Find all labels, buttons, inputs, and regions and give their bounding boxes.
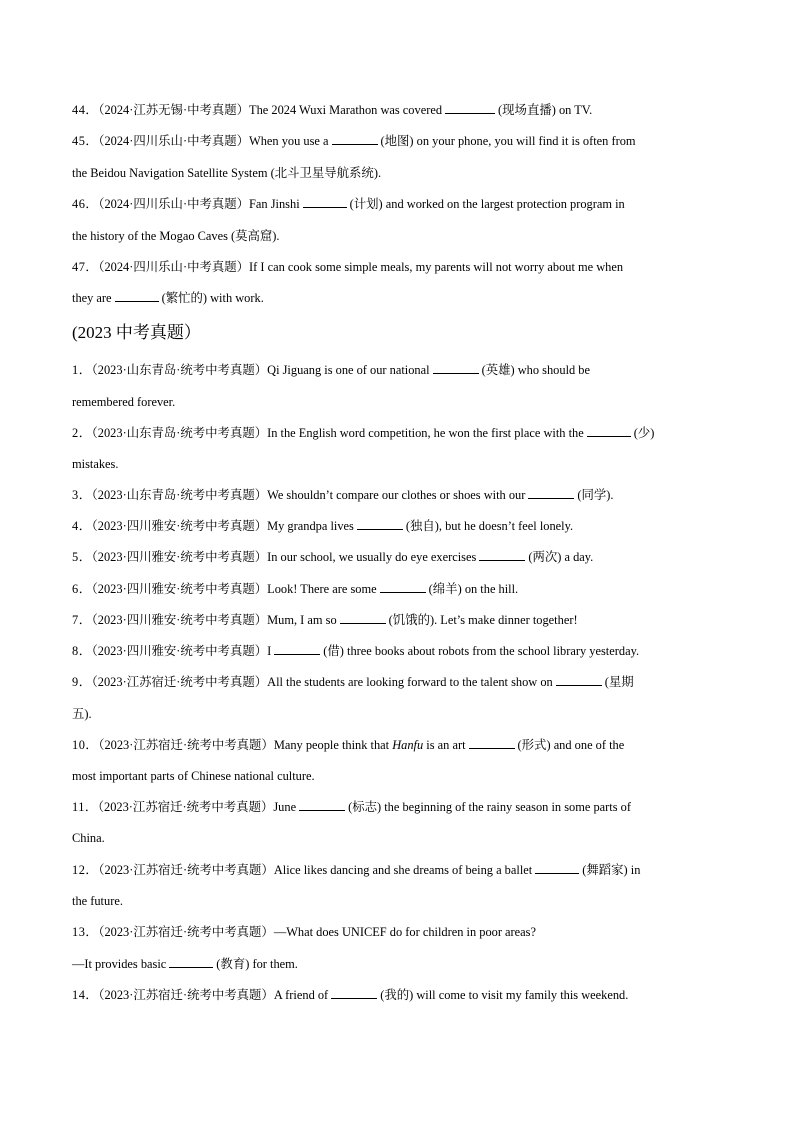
question-text: mistakes.	[72, 457, 119, 471]
question-source: （2023·江苏宿迁·统考中考真题）	[98, 988, 274, 1002]
question-47	[72, 259, 732, 275]
question-text: with work.	[210, 291, 264, 305]
question-text: the future.	[72, 894, 123, 908]
question-text: three books about robots from the school library yesterday.	[347, 644, 640, 658]
question-number: 47．	[72, 260, 99, 274]
question-source: （2024·四川乐山·中考真题）	[98, 197, 250, 211]
question-source: （2023·山东青岛·统考中考真题）	[91, 426, 268, 440]
question-text: is an art	[426, 738, 466, 752]
word-hint: (独自)	[405, 519, 439, 533]
answer-blank[interactable]	[274, 643, 320, 655]
question-number: 2．	[72, 426, 92, 440]
question-source: （2023·山东青岛·统考中考真题）	[91, 488, 268, 502]
question-9-continued	[72, 706, 732, 722]
word-hint: (英雄)	[481, 363, 515, 377]
answer-blank[interactable]	[535, 862, 579, 874]
question-text: a day.	[564, 550, 594, 564]
question-source: （2024·江苏无锡·中考真题）	[98, 103, 250, 117]
word-hint: (教育)	[216, 957, 250, 971]
question-source: （2023·四川雅安·统考中考真题）	[91, 550, 268, 564]
question-text: on the hill.	[464, 582, 519, 596]
word-hint: (计划)	[349, 197, 383, 211]
question-number: 7．	[72, 613, 92, 627]
question-10-continued	[72, 768, 732, 784]
question-source: （2023·四川雅安·统考中考真题）	[91, 582, 268, 596]
question-number: 4．	[72, 519, 92, 533]
question-7	[72, 612, 732, 628]
question-text: Qi Jiguang is one of our national	[267, 363, 430, 377]
question-text: Fan Jinshi	[249, 197, 300, 211]
question-text: the beginning of the rainy season in some parts of	[384, 800, 631, 814]
question-source: （2023·江苏宿迁·统考中考真题）	[98, 863, 274, 877]
question-text: China.	[72, 831, 105, 845]
answer-blank[interactable]	[115, 290, 159, 302]
question-text: Alice likes dancing and she dreams of being a ballet	[273, 863, 533, 877]
question-10	[72, 737, 732, 753]
word-hint: (同学)	[577, 488, 611, 502]
word-hint: (舞蹈家)	[582, 863, 628, 877]
answer-blank[interactable]	[303, 196, 347, 208]
question-45-continued	[72, 165, 732, 181]
question-source: （2023·江苏宿迁·统考中考真题）	[98, 925, 274, 939]
question-text: A friend of	[273, 988, 329, 1002]
question-1-continued	[72, 394, 732, 410]
answer-blank[interactable]	[479, 549, 525, 561]
question-46	[72, 196, 732, 212]
question-9	[72, 674, 732, 690]
question-text: My grandpa lives	[267, 519, 354, 533]
question-text: remembered forever.	[72, 395, 176, 409]
question-3	[72, 487, 732, 503]
word-hint: (地图)	[380, 134, 414, 148]
question-source: （2023·山东青岛·统考中考真题）	[91, 363, 268, 377]
question-11-continued	[72, 830, 732, 846]
question-number: 11．	[72, 800, 98, 814]
question-14	[72, 987, 732, 1003]
answer-blank[interactable]	[380, 581, 426, 593]
question-44	[72, 102, 732, 118]
question-46-continued	[72, 228, 732, 244]
question-text: If I can cook some simple meals, my parents will not worry about me when	[249, 260, 624, 274]
question-text: 五).	[72, 707, 92, 721]
answer-blank[interactable]	[357, 518, 403, 530]
question-text: the Beidou Navigation Satellite System (北斗卫星导航系统).	[72, 166, 382, 180]
question-13-continued	[72, 956, 732, 972]
question-text: for them.	[252, 957, 298, 971]
question-47-continued	[72, 290, 732, 306]
question-number: 44．	[72, 103, 99, 117]
question-text: , but he doesn’t feel lonely.	[438, 519, 574, 533]
question-text: Look! There are some	[267, 582, 377, 596]
word-hint: (形式)	[517, 738, 551, 752]
answer-blank[interactable]	[340, 612, 386, 624]
question-text: —What does UNICEF do for children in poor areas?	[273, 925, 537, 939]
question-2-continued	[72, 456, 732, 472]
question-11	[72, 799, 732, 815]
question-number: 6．	[72, 582, 92, 596]
question-text: In the English word competition, he won the first place with the	[267, 426, 584, 440]
question-text: who should be	[517, 363, 590, 377]
question-text: and one of the	[553, 738, 625, 752]
question-text: Many people think that	[273, 738, 390, 752]
question-number: 1．	[72, 363, 92, 377]
question-source: （2023·四川雅安·统考中考真题）	[91, 519, 268, 533]
question-text: The 2024 Wuxi Marathon was covered	[249, 103, 443, 117]
question-45	[72, 133, 732, 149]
question-source: （2023·江苏宿迁·统考中考真题）	[98, 738, 274, 752]
answer-blank[interactable]	[556, 674, 602, 686]
question-text: I	[267, 644, 272, 658]
question-text: the history of the Mogao Caves (莫高窟).	[72, 229, 280, 243]
question-text: and worked on the largest protection program in	[385, 197, 625, 211]
question-text: in	[630, 863, 641, 877]
question-text: All the students are looking forward to the talent show on	[267, 675, 553, 689]
question-text: they are	[72, 291, 112, 305]
question-1	[72, 362, 732, 378]
word-hint: (繁忙的)	[161, 291, 207, 305]
answer-blank[interactable]	[299, 799, 345, 811]
question-text: June	[273, 800, 297, 814]
question-text: .	[610, 488, 614, 502]
question-text: —It provides basic	[72, 957, 167, 971]
question-text: on your phone, you will find it is often from	[416, 134, 636, 148]
question-2	[72, 425, 732, 441]
question-text: Mum, I am so	[267, 613, 337, 627]
question-5	[72, 549, 732, 565]
answer-blank[interactable]	[587, 425, 631, 437]
word-hint: (标志)	[348, 800, 382, 814]
word-hint: (星期	[604, 675, 634, 689]
question-text: When you use a	[249, 134, 329, 148]
question-number: 14．	[72, 988, 99, 1002]
answer-blank[interactable]	[169, 956, 213, 968]
question-number: 9．	[72, 675, 92, 689]
question-number: 10．	[72, 738, 99, 752]
answer-blank[interactable]	[469, 737, 515, 749]
question-source: （2023·江苏宿迁·统考中考真题）	[91, 675, 268, 689]
question-text: We shouldn’t compare our clothes or shoes with our	[267, 488, 526, 502]
question-number: 45．	[72, 134, 99, 148]
question-source: （2024·四川乐山·中考真题）	[98, 260, 250, 274]
question-4	[72, 518, 732, 534]
question-6	[72, 581, 732, 597]
question-12-continued	[72, 893, 732, 909]
question-number: 5．	[72, 550, 92, 564]
question-number: 12．	[72, 863, 99, 877]
question-source: （2023·四川雅安·统考中考真题）	[91, 644, 268, 658]
question-source: （2023·江苏宿迁·统考中考真题）	[97, 800, 274, 814]
answer-blank[interactable]	[445, 102, 495, 114]
word-hint: (饥饿的)	[388, 613, 435, 627]
question-number: 13．	[72, 925, 99, 939]
section-heading: (2023 中考真题）	[72, 323, 201, 342]
question-source: （2023·四川雅安·统考中考真题）	[91, 613, 268, 627]
answer-blank[interactable]	[331, 987, 377, 999]
question-text-italic: Hanfu	[392, 738, 424, 752]
question-text: on TV.	[558, 103, 593, 117]
word-hint: (现场直播)	[498, 103, 556, 117]
question-text: In our school, we usually do eye exercises	[267, 550, 477, 564]
question-source: （2024·四川乐山·中考真题）	[98, 134, 250, 148]
question-13	[72, 924, 732, 940]
word-hint: (两次)	[528, 550, 562, 564]
question-number: 3．	[72, 488, 92, 502]
question-text: most important parts of Chinese national culture.	[72, 769, 315, 783]
question-number: 46．	[72, 197, 99, 211]
answer-blank[interactable]	[528, 487, 574, 499]
word-hint: (借)	[323, 644, 344, 658]
answer-blank[interactable]	[433, 362, 479, 374]
answer-blank[interactable]	[332, 133, 378, 145]
question-8	[72, 643, 732, 659]
word-hint: (我的)	[380, 988, 414, 1002]
word-hint: (绵羊)	[428, 582, 462, 596]
word-hint: (少)	[633, 426, 655, 440]
question-number: 8．	[72, 644, 92, 658]
question-text: . Let’s make dinner together!	[434, 613, 578, 627]
question-text: will come to visit my family this weekend.	[416, 988, 629, 1002]
question-12	[72, 862, 732, 878]
